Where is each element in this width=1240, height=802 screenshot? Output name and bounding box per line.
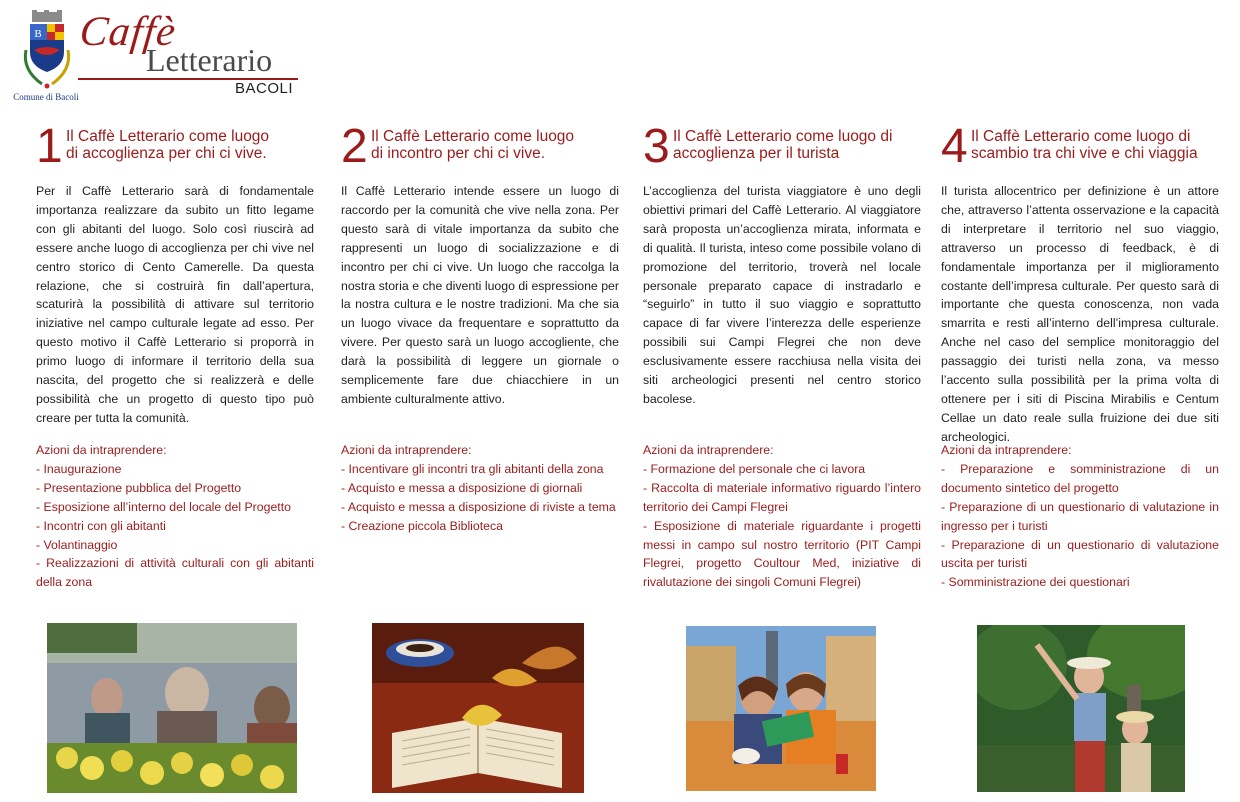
- action-item: - Acquisto e messa a disposizione di giornali: [341, 480, 583, 495]
- column-title: [971, 128, 1198, 162]
- action-item: - Volantinaggio: [36, 537, 118, 552]
- actions-title: Azioni da intraprendere:: [643, 443, 774, 457]
- action-item: - Somministrazione dei questionari: [941, 575, 1130, 590]
- action-item: - Creazione piccola Biblioteca: [341, 518, 503, 533]
- svg-text:B: B: [34, 28, 42, 40]
- action-item: - Incentivare gli incontri tra gli abitanti della zona: [341, 461, 604, 476]
- action-item: - Esposizione di materiale riguardante i progetti messi in campo sul nostro territorio (PIT Campi Flegrei, progetto Coultour Med, iniziative di rivalutazione dei singoli Comuni Flegrei): [643, 518, 921, 590]
- photo-guide-garden: [977, 625, 1185, 792]
- column-header: [36, 120, 314, 176]
- actions-list-1: [36, 441, 314, 592]
- action-item: - Preparazione di un questionario di valutazione in ingresso per i turisti: [941, 499, 1219, 533]
- action-item: - Esposizione all’interno del locale del Progetto: [36, 499, 291, 514]
- brand-letterario: Letterario: [146, 42, 273, 78]
- action-item: - Preparazione di un questionario di valutazione uscita per turisti: [941, 537, 1219, 571]
- action-item: - Incontri con gli abitanti: [36, 518, 166, 533]
- column-title: [673, 128, 892, 162]
- action-item: - Realizzazioni di attività culturali con gli abitanti della zona: [36, 556, 314, 590]
- action-item: - Acquisto e messa a disposizione di riviste a tema: [341, 499, 616, 514]
- column-number: 4: [941, 120, 968, 173]
- brand-bacoli: BACOLI: [235, 80, 294, 97]
- column-title-line2: scambio tra chi vive e chi viaggia: [971, 145, 1198, 162]
- column-2: [341, 120, 619, 409]
- column-title-line1: Il Caffè Letterario come luogo di: [971, 128, 1191, 145]
- column-body: Per il Caffè Letterario sarà di fondamentale importanza realizzare da subito un fitto legame con gli abitanti del luogo. Solo così riuscirà ad essere anche luogo di accoglienza per chi vive nel centro storico di Cento Camerelle. Da questa relazione, che si costruirà fin dall’apertura, scaturirà la possibilità di attivare sul territorio iniziative nel campo culturale legate ad esso. Per questo motivo il Caffè Letterario si proporrà in primo luogo di informare il territorio della sua nascita, del progetto che si realizzerà e delle possibilità che un progetto di questo tipo può creare per tutta la comunità.: [36, 184, 314, 425]
- action-item: - Preparazione e somministrazione di un documento sintetico del progetto: [941, 461, 1219, 495]
- column-number: 3: [643, 120, 670, 173]
- column-header: [941, 120, 1219, 176]
- action-item: - Inaugurazione: [36, 461, 122, 476]
- column-title-line1: Il Caffè Letterario come luogo di: [673, 128, 893, 145]
- column-title-line2: di incontro per chi ci vive.: [371, 145, 546, 162]
- column-header: [341, 120, 619, 176]
- action-item: - Raccolta di materiale informativo riguardo l’intero territorio dei Campi Flegrei: [643, 480, 921, 514]
- column-title-line2: di accoglienza per chi ci vive.: [66, 145, 267, 162]
- column-body: Il Caffè Letterario intende essere un luogo di raccordo per la comunità che vive nella zona. Per questo sarà di vitale importanza da subito che rappresenti un luogo di socializzazione e di incontro per chi ci vive. Un luogo che raccolga la nostra storia e che diventi luogo di espressione per la nostra cultura e le nostre tradizioni. Ma che sia un luogo vivace da frequentare e soprattutto da vivere. Per questo sarà un luogo accogliente, che darà la possibilità di leggere un giornale o semplicemente fare due chiacchiere in un ambiente culturalmente attivo.: [341, 184, 619, 406]
- actions-title: Azioni da intraprendere:: [341, 443, 472, 457]
- actions-title: Azioni da intraprendere:: [36, 443, 167, 457]
- column-body: L’accoglienza del turista viaggiatore è uno degli obiettivi primari del Caffè Letterario. Al viaggiatore sarà proposta un’accoglienza mirata, informata e di qualità. Il turista, inteso come possibile volano di promozione del territorio, troverà nel locale personale preparato capace di instradarlo e “seguirlo” in tutto il suo viaggio e soprattutto capace di far vivere l’interezza delle esperienze possibili sui Campi Flegrei che non deve esclusivamente essere racchiusa nella visita dei siti archeologici presenti nel centro storico bacolese.: [643, 184, 921, 406]
- comune-crest-logo: [18, 10, 76, 96]
- column-title-line1: Il Caffè Letterario come luogo: [371, 128, 575, 145]
- column-3: [643, 120, 921, 409]
- crest-caption: Comune di Bacoli: [13, 92, 79, 102]
- column-number: 1: [36, 120, 63, 173]
- column-title-line2: accoglienza per il turista: [673, 145, 840, 162]
- photo-book-coffee: [372, 623, 584, 793]
- column-title-line1: Il Caffè Letterario come luogo: [66, 128, 270, 145]
- photo-tourists-map: [686, 626, 876, 791]
- column-number: 2: [341, 120, 368, 173]
- brand-caffe: Caffè: [77, 9, 179, 55]
- actions-title: Azioni da intraprendere:: [941, 443, 1072, 457]
- column-1: [36, 120, 314, 428]
- action-item: - Formazione del personale che ci lavora: [643, 461, 866, 476]
- action-item: - Presentazione pubblica del Progetto: [36, 480, 242, 495]
- column-title: [66, 128, 269, 162]
- photo-market-lemons: [47, 623, 297, 793]
- column-header: [643, 120, 921, 176]
- header: [0, 0, 320, 110]
- actions-list-3: [643, 441, 921, 592]
- column-4: [941, 120, 1219, 447]
- actions-list-4: [941, 441, 1219, 592]
- actions-list-2: [341, 441, 619, 536]
- column-body: Il turista allocentrico per definizione è un attore che, attraverso l’attenta osservazione e la capacità di interpretare il territorio nel suo viaggio, attraverso un processo di feedback, è di fondamentale importanza per il miglioramento costante dell’impresa culturale. Per questo sarà di importante che questa conoscenza, non vada smarrita e resti all’interno dell’impresa culturale. Anche nel caso del semplice monitoraggio del passaggio dei turisti nella zona, va messo l’accento sulla possibilità per la prima volta di ottenere per i siti di Piscina Mirabilis e Centum Cellae un dato reale sulla fruizione dei due siti archeologici.: [941, 184, 1219, 444]
- column-title: [371, 128, 574, 162]
